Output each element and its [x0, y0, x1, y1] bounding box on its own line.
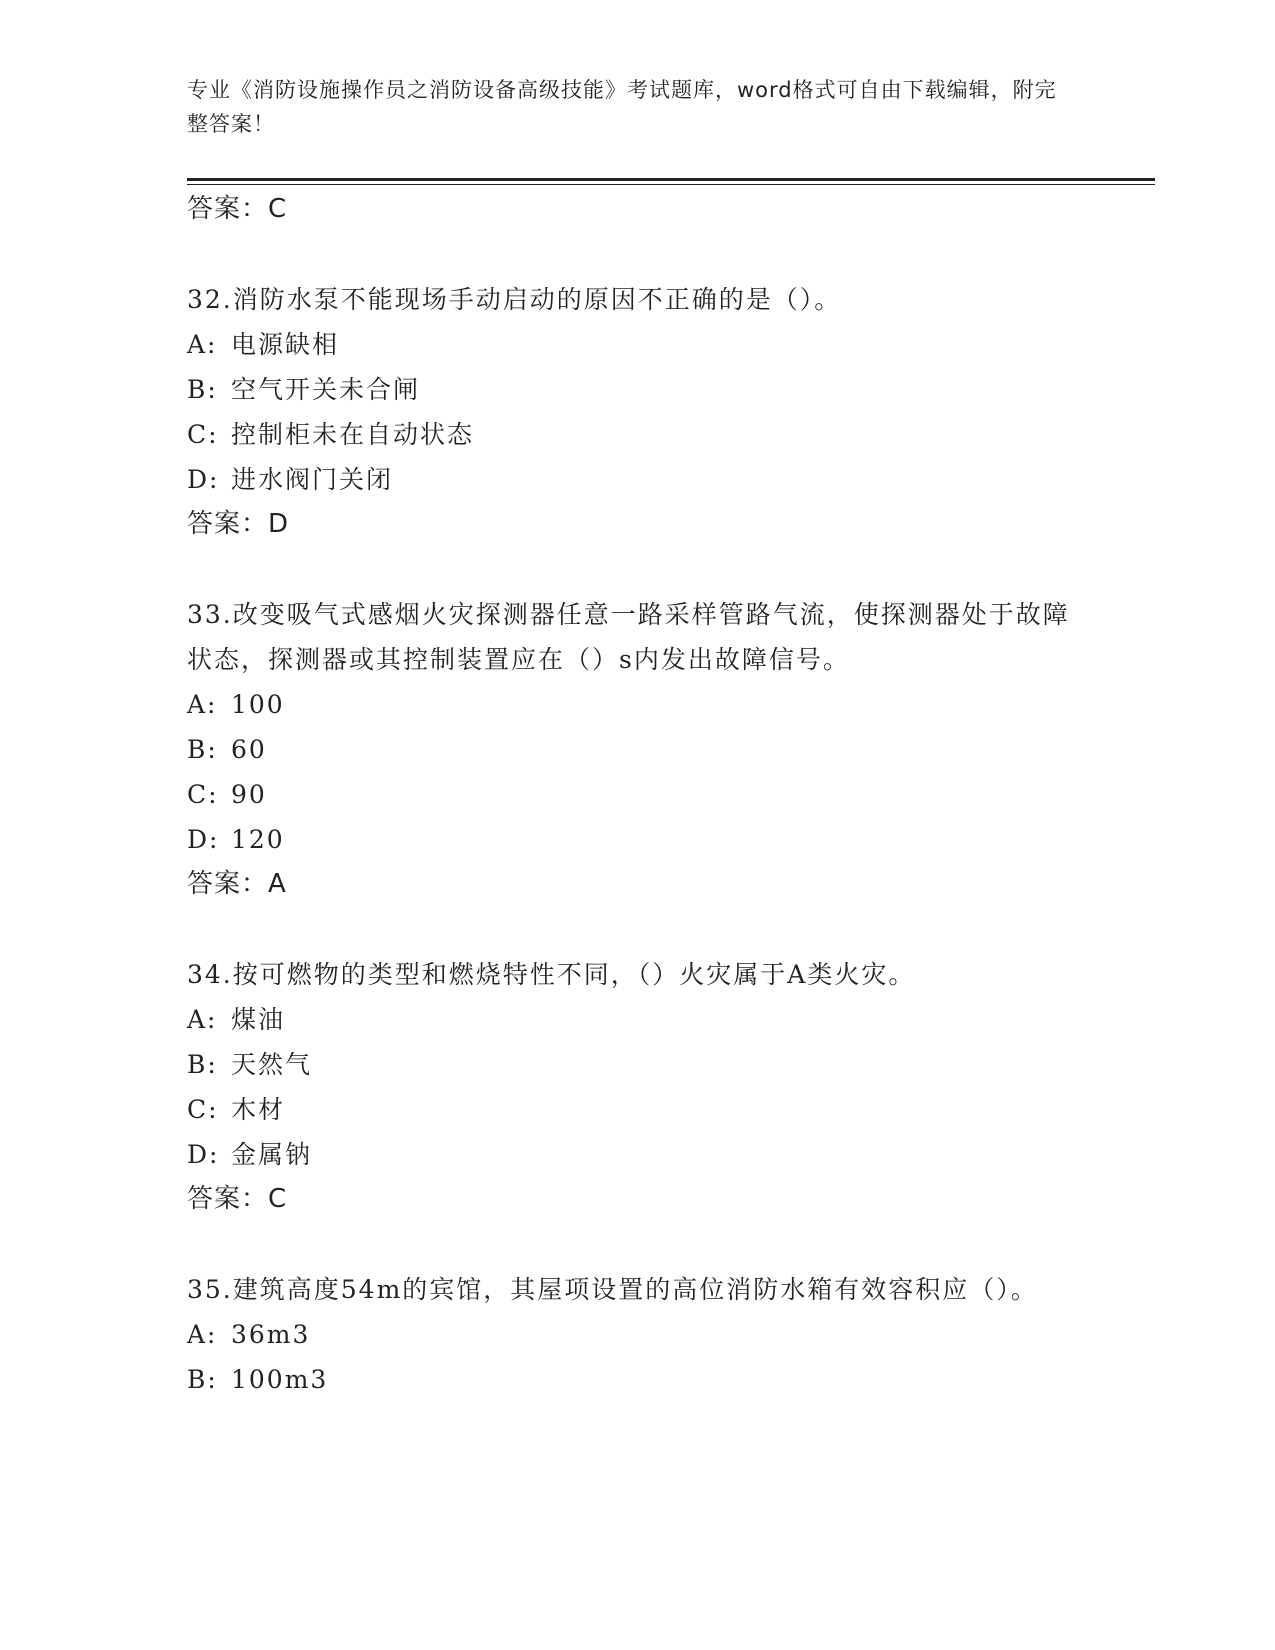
- header-divider-thick: [187, 178, 1155, 181]
- option-c: [187, 772, 1087, 817]
- option-b: [187, 367, 1087, 412]
- option-letter: A:: [187, 330, 218, 359]
- option-letter: B:: [187, 1050, 218, 1079]
- option-text: 控制柜未在自动状态: [231, 420, 475, 449]
- answer-line: 答案：A: [187, 869, 287, 899]
- option-letter: D:: [187, 465, 220, 494]
- question-text: 34.按可燃物的类型和燃烧特性不同，（）火灾属于A类火灾。: [187, 960, 916, 989]
- option-a: [187, 682, 1087, 727]
- option-d: [187, 1132, 1087, 1177]
- option-letter: C:: [187, 1095, 219, 1124]
- option-text: 空气开关未合闸: [231, 375, 421, 404]
- option-text: 120: [231, 825, 285, 854]
- option-text: 100m3: [231, 1365, 329, 1394]
- option-text: 天然气: [231, 1050, 313, 1079]
- option-text: 进水阀门关闭: [231, 465, 394, 494]
- option-letter: C:: [187, 780, 219, 809]
- document-header: 专业《消防设施操作员之消防设备高级技能》考试题库，word格式可自由下载编辑，附完整答案！: [187, 78, 1057, 136]
- option-letter: B:: [187, 1365, 218, 1394]
- question-34: [187, 952, 1087, 1222]
- question-text: 35.建筑高度54m的宾馆，其屋项设置的高位消防水箱有效容积应（）。: [187, 1275, 1038, 1304]
- option-text: 90: [231, 780, 267, 809]
- option-letter: D:: [187, 825, 220, 854]
- option-letter: C:: [187, 420, 219, 449]
- option-text: 36m3: [231, 1320, 311, 1349]
- option-text: 100: [231, 690, 285, 719]
- option-d: [187, 457, 1087, 502]
- question-list: [187, 187, 1087, 1402]
- option-text: 金属钠: [231, 1140, 313, 1169]
- question-text: 32.消防水泵不能现场手动启动的原因不正确的是（）。: [187, 285, 842, 314]
- option-text: 煤油: [231, 1005, 286, 1034]
- answer-line: 答案：C: [187, 1184, 288, 1214]
- option-a: [187, 1312, 1087, 1357]
- option-letter: A:: [187, 1320, 218, 1349]
- option-b: [187, 727, 1087, 772]
- option-letter: D:: [187, 1140, 220, 1169]
- answer-line: 答案：C: [187, 194, 288, 224]
- question-33: [187, 592, 1087, 907]
- option-c: [187, 1087, 1087, 1132]
- option-text: 木材: [231, 1095, 286, 1124]
- question-35: [187, 1267, 1087, 1402]
- option-text: 60: [231, 735, 267, 764]
- option-b: [187, 1042, 1087, 1087]
- option-letter: B:: [187, 375, 218, 404]
- option-a: [187, 997, 1087, 1042]
- option-b: [187, 1357, 1087, 1402]
- option-letter: A:: [187, 690, 218, 719]
- question-32: [187, 277, 1087, 547]
- option-letter: B:: [187, 735, 218, 764]
- option-c: [187, 412, 1087, 457]
- option-text: 电源缺相: [231, 330, 340, 359]
- option-a: [187, 322, 1087, 367]
- header-divider-thin: [187, 184, 1155, 185]
- question-text: 33.改变吸气式感烟火灾探测器任意一路采样管路气流，使探测器处于故障状态，探测器或其控制装置应在（）s内发出故障信号。: [187, 600, 1070, 674]
- option-d: [187, 817, 1087, 862]
- option-letter: A:: [187, 1005, 218, 1034]
- answer-line: 答案：D: [187, 509, 290, 539]
